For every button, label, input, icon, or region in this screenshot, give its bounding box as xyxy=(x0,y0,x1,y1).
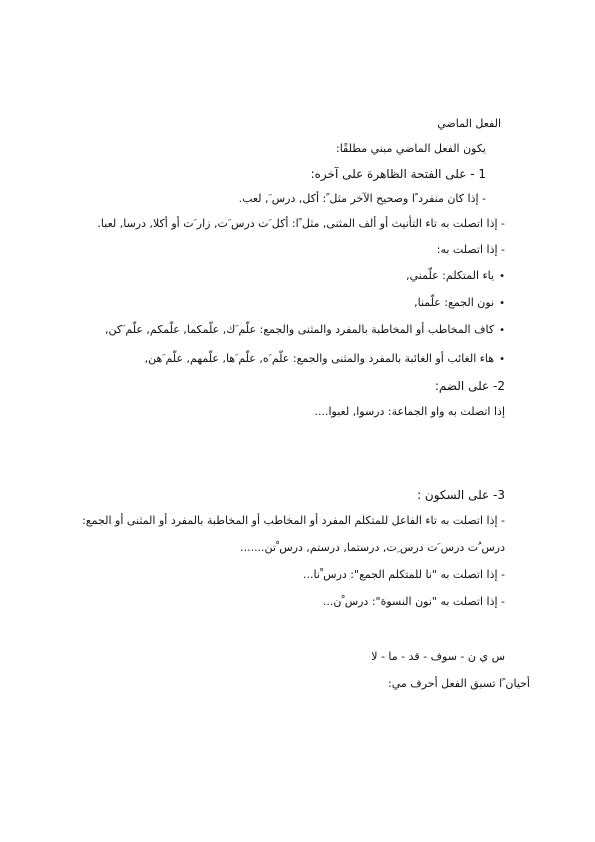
list-item xyxy=(145,352,505,367)
list-item-text: ياء المتكلم: علّمني, xyxy=(406,269,495,282)
footer-note: أحيان ًا تسبق الفعل أحرف مي: xyxy=(388,677,530,690)
list-item xyxy=(414,296,505,311)
list-item-text: كاف المخاطب أو المخاطبة بالمفرد والمثنى والجمع: علّم َك, علّمكما, علّمكم, علّم َكن, xyxy=(105,323,495,336)
particles-line: س ي ن - سوف - قد - ما - لا xyxy=(371,650,505,663)
list-item xyxy=(406,269,505,284)
section3-line2: درس ُت درس َت درس ِت, درستما, درستم, درس ْتن....... xyxy=(240,541,505,554)
section3-line1: - إذا اتصلت به تاء الفاعل للمتكلم المفرد أو المخاطب أو المخاطبة بالمفرد أو المثنى أو الجمع: xyxy=(82,514,505,527)
section1-line2: - إذا اتصلت به تاء التأنيث أو ألف المثنى, مثل ًا: أكل َت درس َت, زار َت أو أكلا, درسا, لعبا. xyxy=(97,217,505,230)
section3-line3: - إذا اتصلت به "نا للمتكلم الجمع": درس ْنا... xyxy=(303,568,505,581)
bullet-dot: • xyxy=(499,298,505,309)
intro-line: يكون الفعل الماضي مبني مطلقًا: xyxy=(336,142,486,155)
list-item-text: هاء الغائب أو الغائبة بالمفرد والمثنى والجمع: علّم َه, علّم َها, علّمهم, علّم َهن, xyxy=(144,352,495,365)
bullet-dot: • xyxy=(499,325,505,336)
section1-line1: - إذا كان منفرد ًا وصحيح الآخر مثل ً: أكل, درس َ, لعب. xyxy=(238,192,486,205)
section2-line1: إذا اتصلت به واو الجماعة: درسوا, لعبوا.... xyxy=(314,405,505,418)
section3-heading: 3- على السكون : xyxy=(417,488,505,502)
list-item-text: نون الجمع: علّمنا, xyxy=(414,296,495,309)
section1-heading: 1 - على الفتحة الظاهرة على آخره: xyxy=(310,167,486,181)
page-title: الفعل الماضي xyxy=(437,117,501,130)
bullet-dot: • xyxy=(499,354,505,365)
section3-line4: - إذا اتصلت به "نون النسوة": درس ْن... xyxy=(322,595,505,608)
section2-heading: 2- على الضم: xyxy=(434,379,505,393)
bullet-dot: • xyxy=(499,271,505,282)
list-item xyxy=(105,323,505,338)
section1-line3: - إذا اتصلت به: xyxy=(436,243,505,256)
